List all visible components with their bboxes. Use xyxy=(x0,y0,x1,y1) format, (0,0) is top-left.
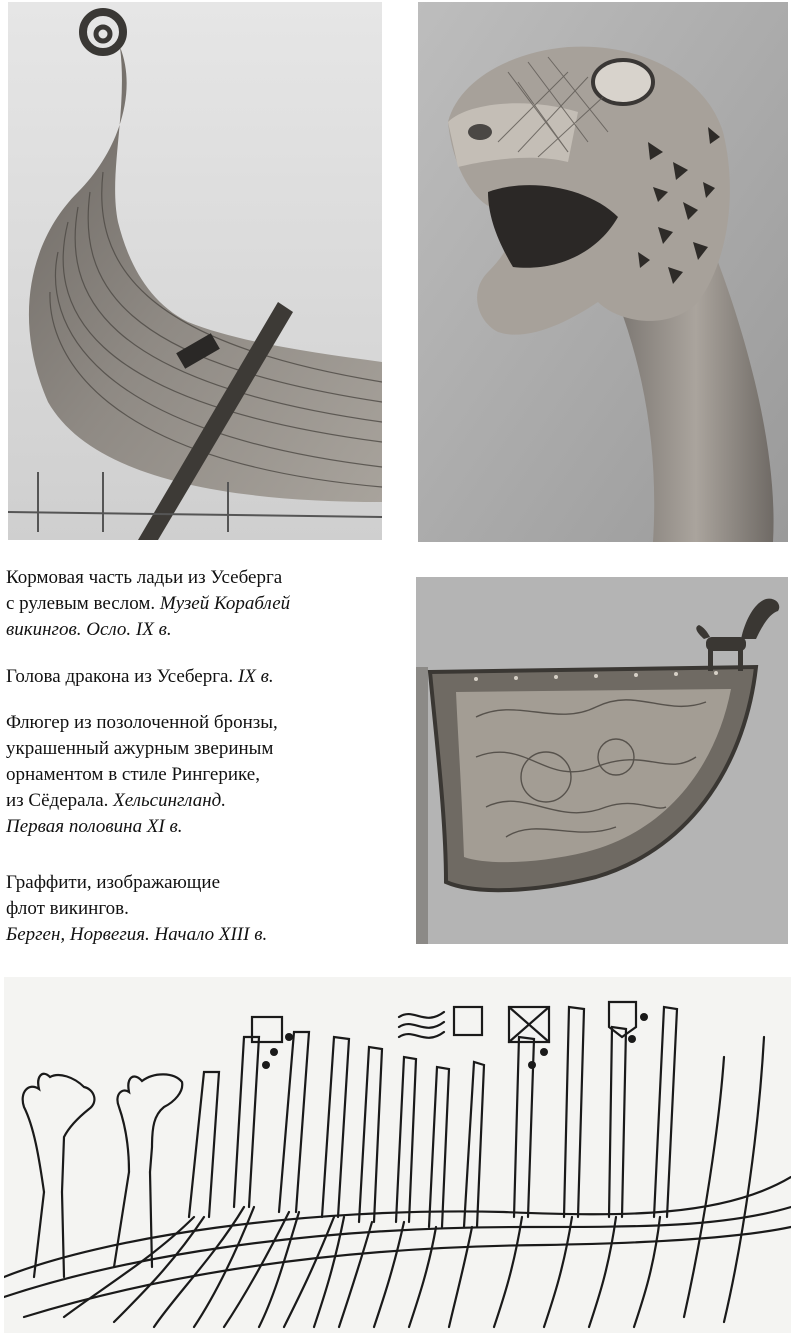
caption-dragon-italic: IX в. xyxy=(237,666,274,687)
caption-vane-line-4 xyxy=(6,788,406,814)
caption-dragon-plain: Голова дракона из Усеберга. xyxy=(6,666,238,687)
caption-dragon-line xyxy=(6,664,406,690)
viking-fleet-graffiti-drawing xyxy=(4,977,791,1333)
caption-graffiti-line-2: флот викингов. xyxy=(6,898,129,919)
caption-ship-line-2-italic: Музей Кораблей xyxy=(159,593,291,614)
caption-vane-line-4-italic: Хельсингланд. xyxy=(113,790,226,811)
caption-ship-line-3: викингов. Осло. IX в. xyxy=(6,619,172,640)
caption-ship-line-2-plain: с рулевым веслом. xyxy=(6,593,160,614)
caption-vane-line-3: орнаментом в стиле Рингерике, xyxy=(6,764,260,785)
caption-vane xyxy=(6,710,406,840)
caption-graffiti-line-1: Граффити, изображающие xyxy=(6,872,221,893)
caption-ship xyxy=(6,565,406,643)
caption-ship-line-2 xyxy=(6,591,406,617)
caption-vane-line-2: украшенный ажурным звериным xyxy=(6,738,274,759)
oseberg-ship-stern-photo xyxy=(8,2,382,540)
caption-vane-line-4-plain: из Сёдерала. xyxy=(6,790,114,811)
weather-vane-photo xyxy=(416,577,788,944)
caption-graffiti xyxy=(6,870,406,948)
dragon-head-photo xyxy=(418,2,788,542)
caption-ship-line-1: Кормовая часть ладьи из Усеберга xyxy=(6,567,283,588)
caption-dragon xyxy=(6,664,406,690)
caption-vane-line-1: Флюгер из позолоченной бронзы, xyxy=(6,712,278,733)
caption-vane-line-5: Первая половина XI в. xyxy=(6,816,183,837)
caption-graffiti-line-3: Берген, Норвегия. Начало XIII в. xyxy=(6,924,268,945)
